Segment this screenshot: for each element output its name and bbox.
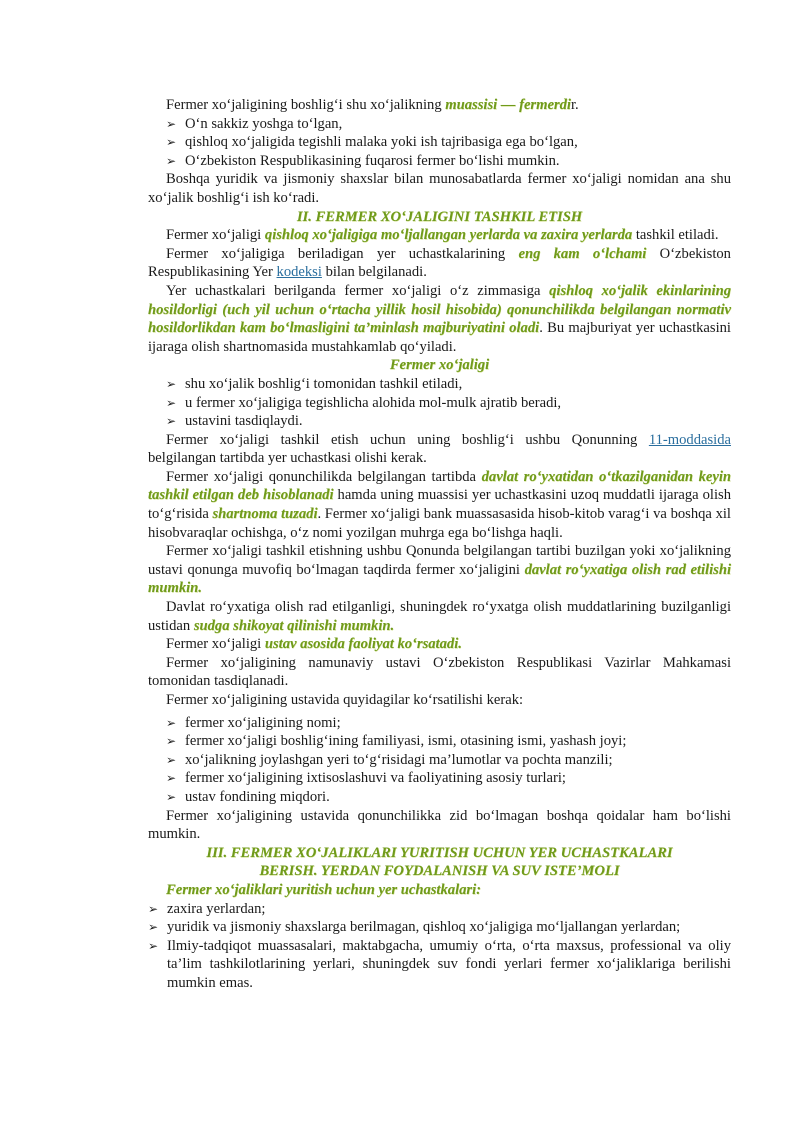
highlighted-text: muassisi — fermerdi (445, 97, 571, 113)
text: belgilangan tartibda yer uchastkasi olishi kerak. (148, 450, 427, 467)
paragraph: Fermer xo‘jaligining ustavida qonunchilikka zid bo‘lmagan boshqa qoidalar ham bo‘lishi mumkin. (148, 807, 731, 843)
list-item: ➢ qishloq xo‘jaligida tegishli malaka yoki ish tajribasiga ega bo‘lgan, (166, 133, 731, 152)
paragraph (148, 96, 731, 115)
text: Fermer xo‘jaligi (166, 227, 265, 244)
paragraph (148, 245, 731, 282)
list-item: ➢ fermer xo‘jaligining ixtisoslashuvi va faoliyatining asosiy turlari; (166, 769, 731, 788)
text: Fermer xo‘jaligi (166, 636, 265, 653)
subheading: Fermer xo‘jaligi (389, 357, 490, 374)
list-item: ➢ shu xo‘jalik boshlig‘i tomonidan tashkil etiladi, (166, 375, 731, 394)
heading-line: BERISH. YERDAN FOYDALANISH VA SUV ISTE’MOLI (259, 863, 620, 880)
list-item: ➢ yuridik va jismoniy shaxslarga berilmagan, qishloq xo‘jaligiga mo‘ljallangan yerlardan; (148, 918, 731, 937)
list-item: ➢ u fermer xo‘jaligiga tegishlicha alohida mol-mulk ajratib beradi, (166, 394, 731, 413)
list-item: ➢ O‘n sakkiz yoshga to‘lgan, (166, 115, 731, 134)
paragraph (148, 598, 731, 635)
list-item: ➢ zaxira yerlardan; (148, 900, 731, 919)
list-item: ➢ ustav fondining miqdori. (166, 788, 731, 807)
document-page (148, 96, 731, 993)
paragraph (148, 226, 731, 245)
paragraph (148, 468, 731, 542)
text: . Bu majburiyat yer uchastkasini ijaraga olish shartnomasida mustahkamlab qo‘yiladi. (148, 320, 731, 355)
highlighted-text: sudga shikoyat qilinishi mumkin. (193, 617, 395, 634)
text: bilan belgilanadi. (321, 264, 427, 281)
list-item: ➢ O‘zbekiston Respublikasining fuqarosi fermer bo‘lishi mumkin. (166, 152, 731, 171)
list-item: ➢ Ilmiy-tadqiqot muassasalari, maktabgacha, umumiy o‘rta, o‘rta maxsus, professional va oliy ta’lim tashkilotlarining yerlari, shuningdek suv fondi yerlari fermer xo‘jaliklariga berilishi mumkin emas. (148, 937, 731, 993)
list-item: ➢ fermer xo‘jaligining nomi; (166, 714, 731, 733)
paragraph: Fermer xo‘jaligining ustavida quyidagilar ko‘rsatilishi kerak: (166, 692, 524, 708)
text: tashkil etiladi. (632, 227, 719, 244)
text: Fermer xo‘jaligining boshlig‘i shu xo‘jalikning (166, 97, 446, 113)
highlighted-text: eng kam o‘lchami (518, 245, 647, 262)
text: Fermer xo‘jaligi qonunchilikda belgilangan tartibda (166, 468, 482, 485)
section-heading: II. FERMER XO‘JALIGINI TASHKIL ETISH (296, 208, 583, 225)
highlighted-text: qishloq xo‘jaligiga mo‘ljallangan yerlarda va zaxira yerlarda (264, 227, 633, 244)
list-item: ➢ ustavini tasdiqlaydi. (166, 412, 731, 431)
section-heading (148, 844, 731, 881)
paragraph: Fermer xo‘jaligining namunaviy ustavi O‘zbekiston Respublikasi Vazirlar Mahkamasi tomonidan tasdiqlanadi. (148, 654, 731, 690)
bullet-list (148, 375, 731, 431)
kodeksi-link[interactable]: kodeksi (276, 264, 322, 281)
highlighted-text: shartnoma tuzadi (212, 506, 318, 523)
highlighted-text: davlat ro‘yxatiga olish rad etilishi mumkin. (148, 561, 731, 597)
text: r. (570, 97, 579, 113)
paragraph (148, 282, 731, 356)
bullet-list (148, 714, 731, 807)
text: hamda uning muassisi yer uchastkasini uzoq muddatli ijaraga olish to‘g‘risida (148, 487, 732, 523)
bullet-list (148, 115, 731, 171)
list-item: ➢ xo‘jalikning joylashgan yeri to‘g‘risidagi ma’lumotlar va pochta manzili; (166, 751, 731, 770)
text: . Fermer xo‘jaligi bank muassasasida hisob-kitob varag‘i va boshqa xil hisobvaraqlar ochishga, o‘z nomi yozilgan muhrga ega bo‘lishga haqli. (148, 506, 731, 541)
bullet-list (148, 900, 731, 993)
subheading: Fermer xo‘jaliklari yuritish uchun yer uchastkalari: (166, 881, 482, 898)
text: Yer uchastkalari berilganda fermer xo‘jaligi o‘z zimmasiga (166, 282, 550, 299)
paragraph (148, 635, 731, 654)
heading-line: III. FERMER XO‘JALIKLARI YURITISH UCHUN YER UCHASTKALARI (206, 844, 673, 861)
highlighted-text: ustav asosida faoliyat ko‘rsatadi. (264, 636, 462, 653)
text: Fermer xo‘jaligi tashkil etish uchun uning boshlig‘i ushbu Qonunning (166, 431, 649, 448)
paragraph (148, 431, 731, 468)
list-item: ➢ fermer xo‘jaligi boshlig‘ining familiyasi, ismi, otasining ismi, yashash joyi; (166, 732, 731, 751)
text: O‘zbekiston Respublikasining Yer (148, 245, 731, 281)
text: Fermer xo‘jaligi tashkil etishning ushbu Qonunda belgilangan tartibi buzilgan yoki xo‘jalikning ustavi qonunga muvofiq bo‘lmagan taqdirda fermer xo‘jaligini (148, 543, 731, 578)
article-11-link[interactable]: 11-moddasida (648, 431, 731, 448)
highlighted-text: qishloq xo‘jalik ekinlarining hosildorligi (uch yil uchun o‘rtacha yillik hosil hisobida) qonunchilikda belgilangan normativ hosildorlikdan kam bo‘lmasligini ta’minlash majburiyatini oladi (148, 282, 732, 337)
paragraph (148, 542, 731, 598)
highlighted-text: davlat ro‘yxatidan o‘tkazilganidan keyin tashkil etilgan deb hisoblanadi (148, 468, 731, 504)
text: Davlat ro‘yxatiga olish rad etilganligi, shuningdek ro‘yxatga olish muddatlarining buzilganligi ustidan (148, 599, 731, 634)
text: Fermer xo‘jaligiga beriladigan yer uchastkalarining (166, 245, 519, 262)
paragraph: Boshqa yuridik va jismoniy shaxslar bilan munosabatlarda fermer xo‘jaligi nomidan ana shu xo‘jalik boshlig‘i ish ko‘radi. (148, 171, 731, 206)
